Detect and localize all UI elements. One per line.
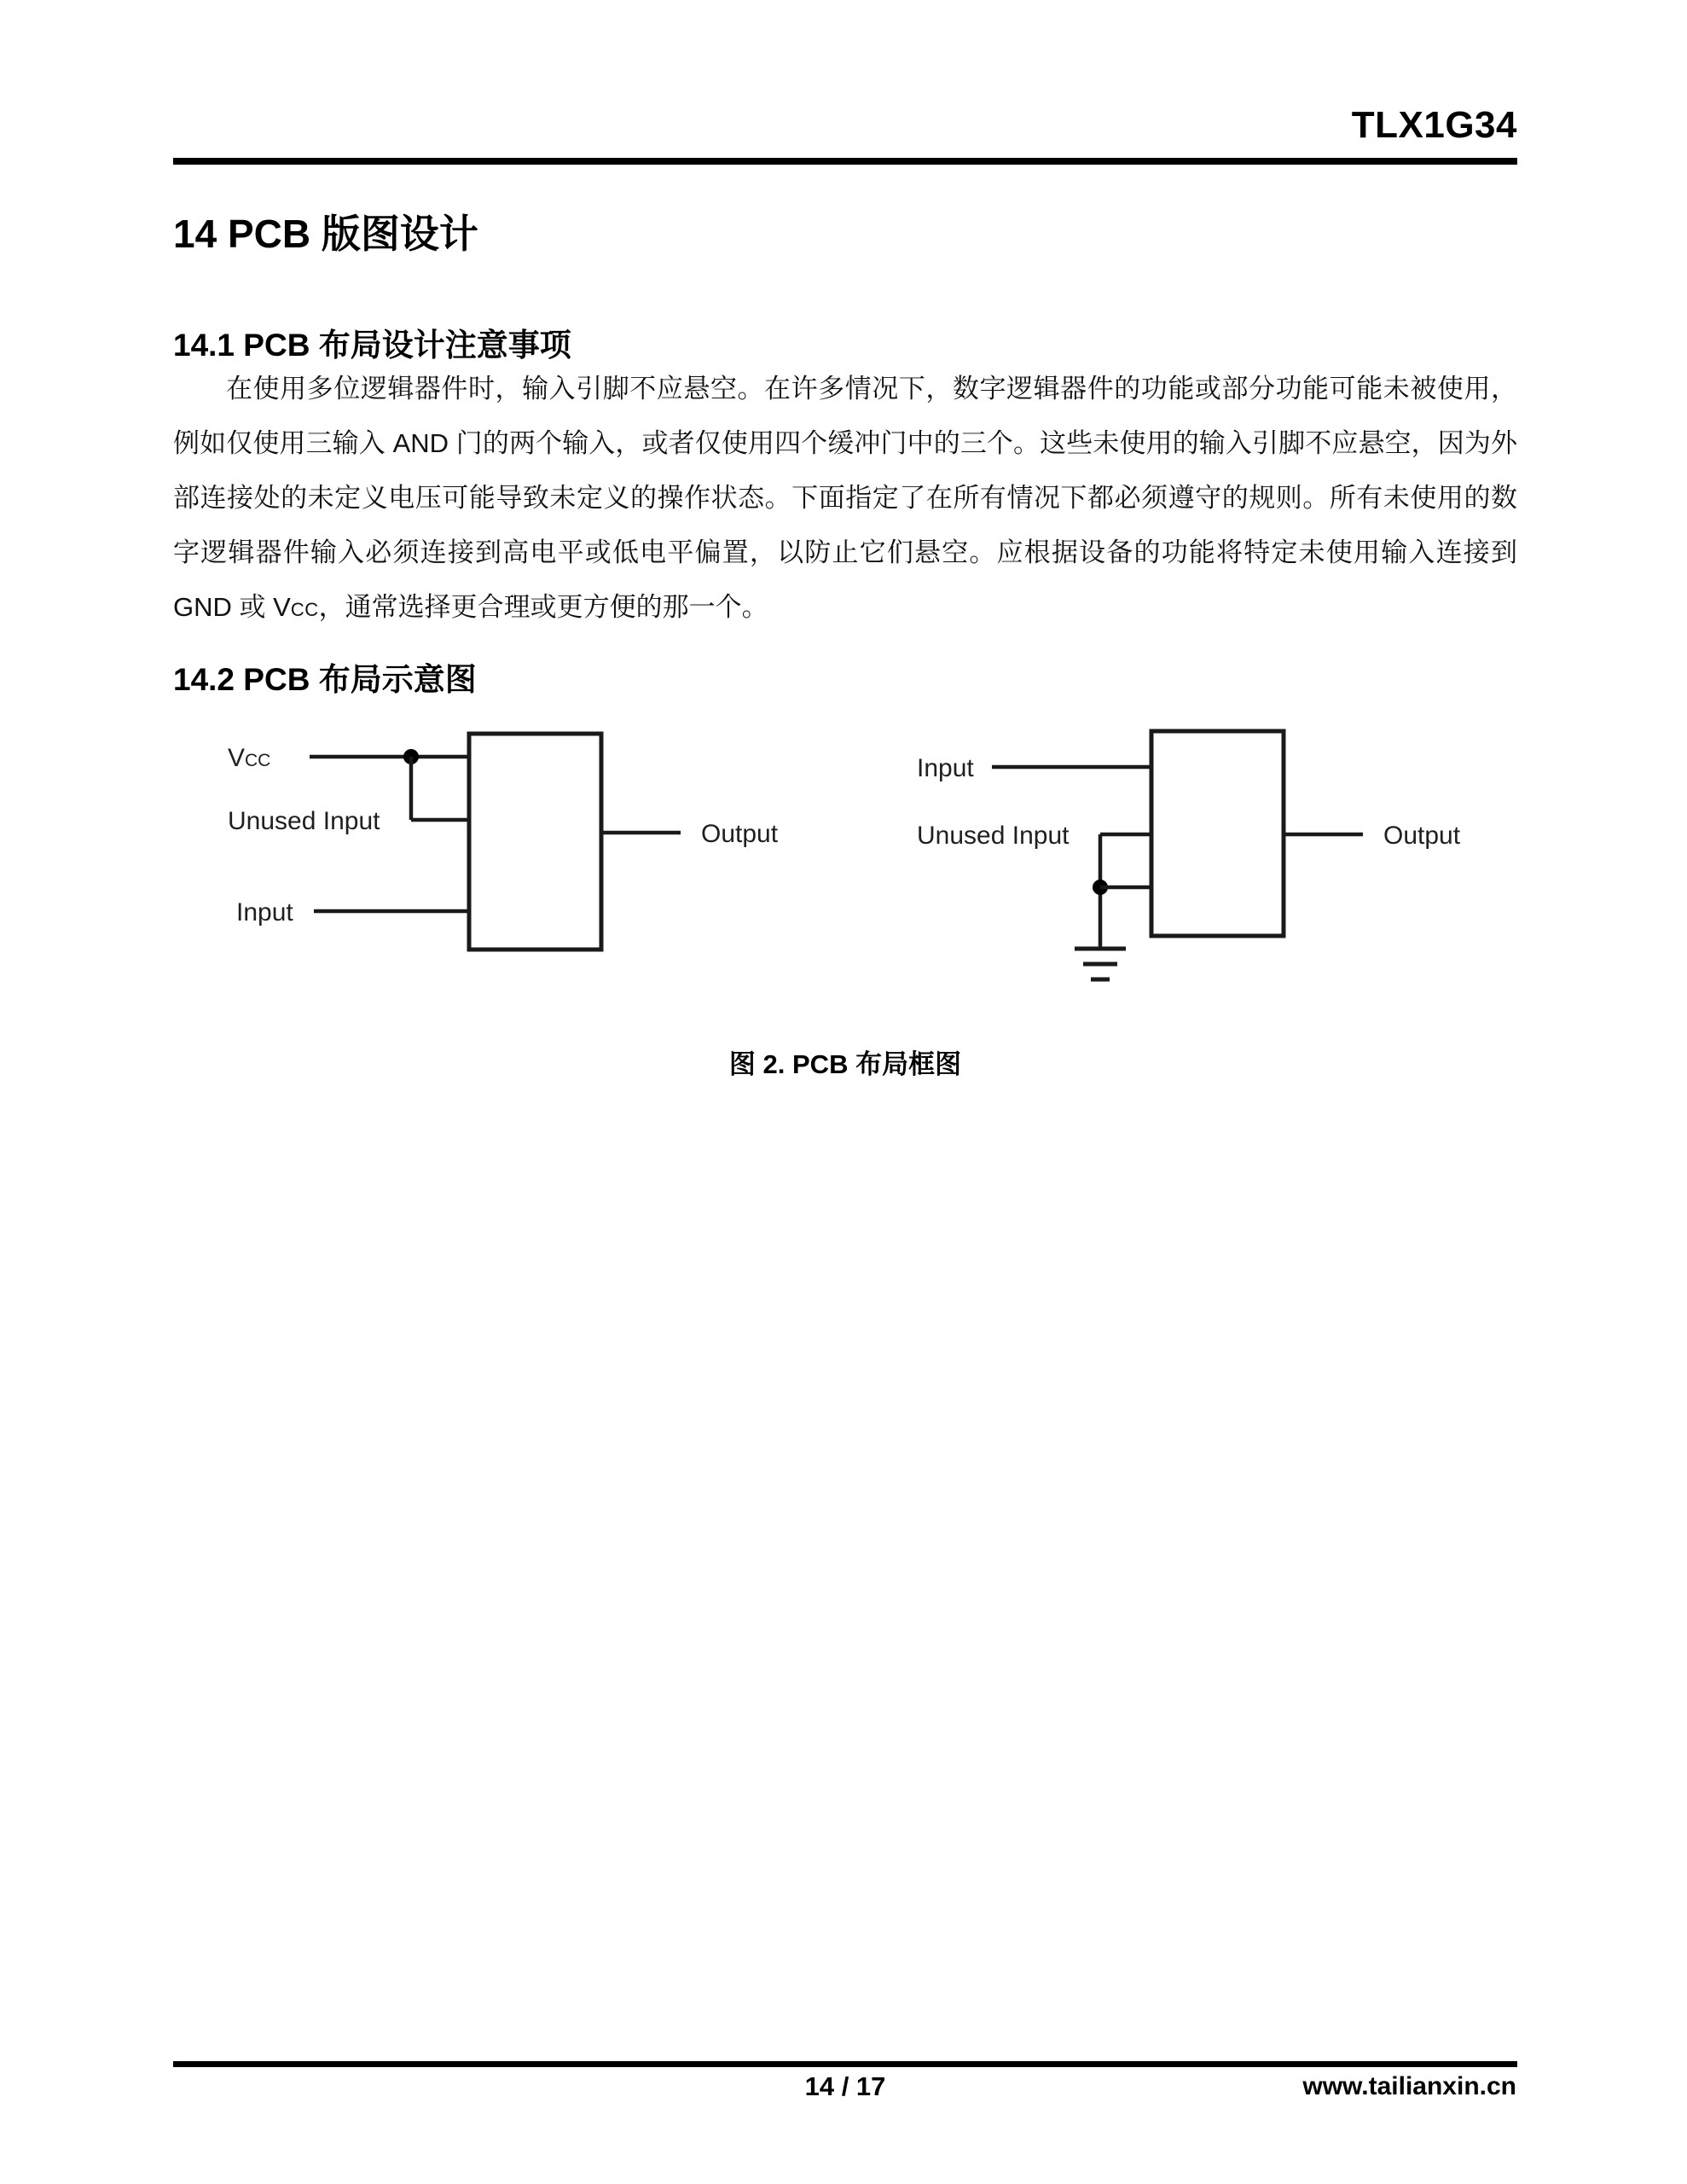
page-number-indicator: 14 / 17 [804, 2071, 886, 2101]
unused-input-label-left: Unused Input [228, 807, 380, 835]
pcb-layout-svg [173, 721, 1517, 1002]
input-label-left: Input [236, 898, 293, 926]
ic-box-right [1151, 731, 1284, 936]
section-14-heading: 14 PCB 版图设计 [173, 212, 478, 256]
right-diagram [917, 731, 1461, 979]
input-label-right: Input [917, 754, 974, 782]
left-diagram [228, 734, 779, 950]
unused-input-label-right: Unused Input [917, 822, 1070, 850]
figure-caption: 图 2. PCB 布局框图 [728, 1049, 962, 1079]
website-link[interactable]: www.tailianxin.cn [1302, 2072, 1516, 2100]
output-label-left: Output [701, 820, 779, 848]
ground-symbol [1075, 949, 1126, 979]
pcb-layout-figure [173, 721, 1517, 1002]
section-14-1-paragraph [173, 362, 1517, 637]
output-label-right: Output [1383, 822, 1461, 850]
header-rule [173, 158, 1517, 165]
section-14-2-heading: 14.2 PCB 布局示意图 [173, 662, 477, 697]
vcc-subscript: CC [290, 599, 319, 620]
vcc-main-letter: V [273, 592, 291, 622]
vcc-label-sub: CC [245, 751, 271, 770]
vcc-label-main: V [228, 744, 246, 772]
product-title: TLX1G34 [1351, 104, 1517, 146]
section-14-1-heading: 14.1 PCB 布局设计注意事项 [173, 328, 571, 363]
vcc-symbol [273, 592, 318, 622]
paragraph-text-part1: 在使用多位逻辑器件时，输入引脚不应悬空。在许多情况下，数字逻辑器件的功能或部分功能可能未被使用，例如仅使用三输入 AND 门的两个输入，或者仅使用四个缓冲门中的三个。这些未使用的输入引脚不应悬空，因为外部连接处的未定义电压可能导致未定义的操作状态。下面指定了在所有情况下都必须遵守的规则。所有未使用的数字逻辑器件输入必须连接到高电平或低电平偏置，以防止它们悬空。应根据设备的功能将特定未使用输入连接到 GND 或 [173, 374, 1517, 622]
ic-box-left [469, 734, 601, 950]
vcc-label [228, 744, 270, 772]
footer-rule [173, 2061, 1517, 2067]
paragraph-text-part2: ，通常选择更合理或更方便的那一个。 [318, 592, 768, 622]
